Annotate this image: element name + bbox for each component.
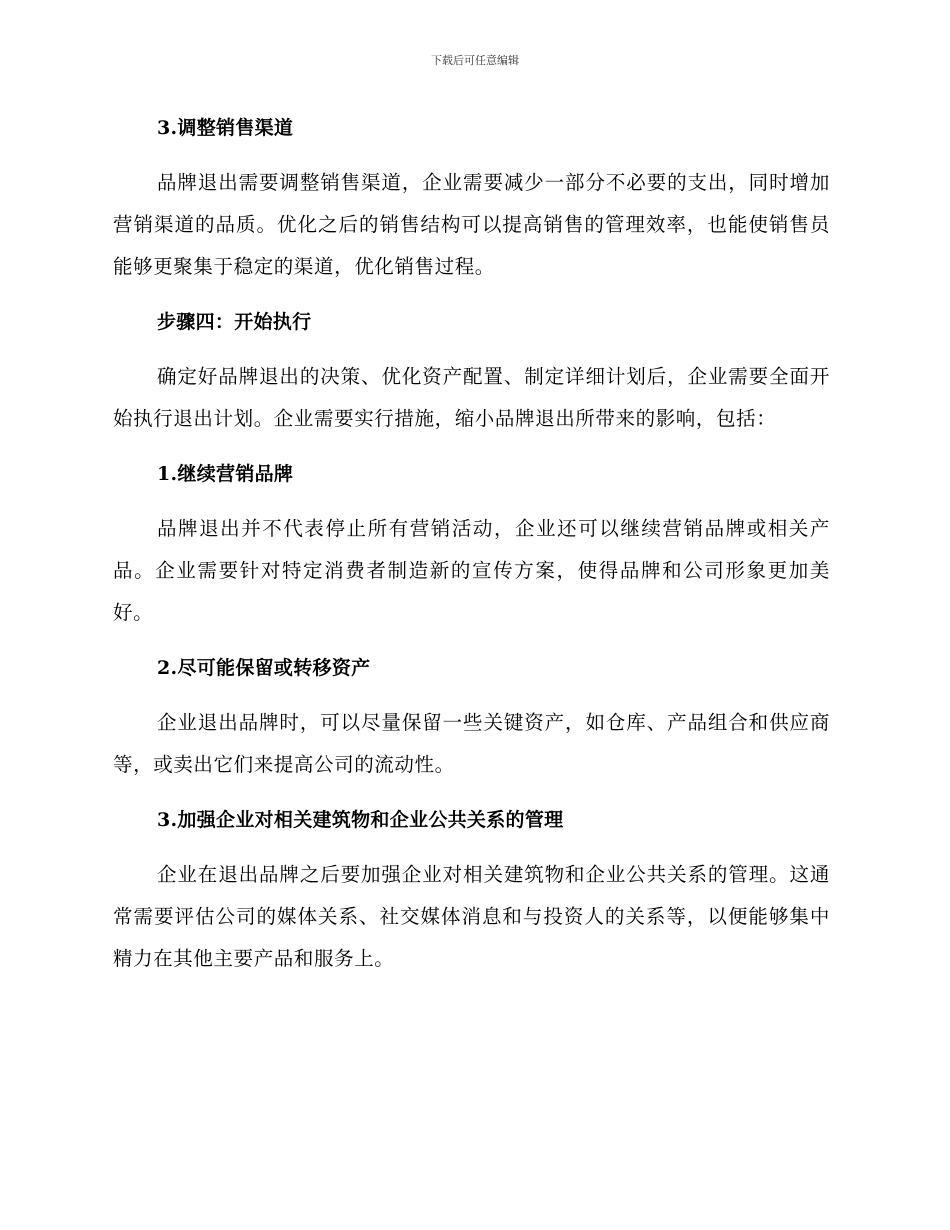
section-heading-continue-marketing: 1.继续营销品牌 [157, 463, 294, 485]
section-heading-step-four: 步骤四：开始执行 [157, 311, 312, 333]
paragraph-public-relations: 企业在退出品牌之后要加强企业对相关建筑物和企业公共关系的管理。这通常需要评估公司的媒体关系、社交媒体消息和与投资人的关系等，以便能够集中精力在其他主要产品和服务上。 [113, 863, 830, 970]
paragraph-retain-assets: 企业退出品牌时，可以尽量保留一些关键资产，如仓库、产品组合和供应商等，或卖出它们来提高公司的流动性。 [113, 711, 830, 776]
section-heading-retain-assets: 2.尽可能保留或转移资产 [157, 657, 371, 679]
section-heading-adjust-sales-channels: 3.调整销售渠道 [157, 117, 294, 139]
paragraph-continue-marketing: 品牌退出并不代表停止所有营销活动，企业还可以继续营销品牌或相关产品。企业需要针对特定消费者制造新的宣传方案，使得品牌和公司形象更加美好。 [113, 517, 830, 624]
paragraph-step-four: 确定好品牌退出的决策、优化资产配置、制定详细计划后，企业需要全面开始执行退出计划。企业需要实行措施，缩小品牌退出所带来的影响，包括： [113, 365, 830, 430]
document-body [113, 106, 830, 992]
paragraph-adjust-sales-channels: 品牌退出需要调整销售渠道，企业需要减少一部分不必要的支出，同时增加营销渠道的品质。优化之后的销售结构可以提高销售的管理效率，也能使销售员能够更聚集于稳定的渠道，优化销售过程。 [113, 171, 830, 278]
section-heading-public-relations: 3.加强企业对相关建筑物和企业公共关系的管理 [157, 809, 564, 831]
page-header: 下载后可任意编辑 [431, 54, 519, 67]
